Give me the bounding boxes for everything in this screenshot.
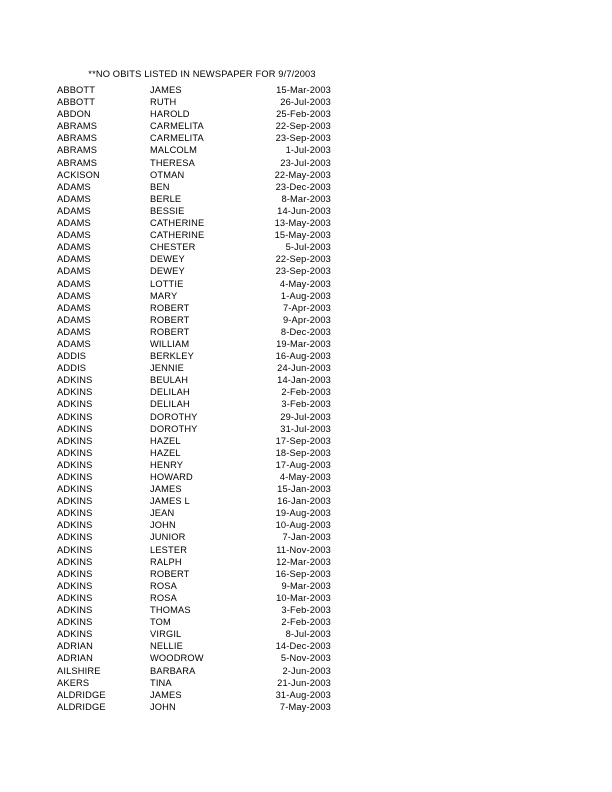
cell-first-name: THERESA — [150, 157, 195, 168]
cell-last-name: ADKINS — [57, 605, 93, 616]
cell-last-name: ADAMS — [57, 278, 91, 289]
table-row — [57, 350, 332, 362]
cell-first-name: CARMELITA — [150, 133, 204, 144]
table-row — [57, 544, 332, 556]
cell-date: 8-Mar-2003 — [281, 193, 331, 204]
cell-last-name: ADKINS — [57, 399, 93, 410]
cell-first-name: HOWARD — [150, 472, 193, 482]
cell-first-name: DEWEY — [150, 254, 185, 265]
table-row — [57, 120, 332, 132]
table-row — [57, 205, 332, 217]
table-row — [57, 398, 332, 410]
table-row — [57, 568, 332, 580]
cell-first-name: BEULAH — [150, 375, 189, 386]
cell-last-name: ADRIAN — [57, 653, 94, 664]
cell-date: 9-Apr-2003 — [282, 314, 331, 325]
page-title: **NO OBITS LISTED IN NEWSPAPER FOR 9/7/2003 — [88, 69, 316, 79]
cell-first-name: HAROLD — [150, 109, 190, 120]
cell-date: 16-Aug-2003 — [275, 351, 331, 362]
cell-last-name: ABDON — [57, 109, 91, 120]
table-row — [57, 471, 332, 483]
cell-last-name: ABBOTT — [57, 85, 96, 95]
table-row — [57, 108, 332, 120]
cell-date: 29-Jul-2003 — [280, 411, 331, 422]
cell-first-name: JUNIOR — [150, 532, 186, 543]
cell-date: 26-Jul-2003 — [280, 97, 331, 108]
cell-last-name: ADAMS — [57, 181, 91, 192]
cell-date: 14-Jun-2003 — [277, 205, 331, 216]
cell-first-name: JAMES — [150, 85, 182, 95]
cell-last-name: ADKINS — [57, 484, 93, 495]
table-row — [57, 241, 332, 253]
cell-first-name: WILLIAM — [150, 338, 190, 349]
cell-first-name: JEAN — [150, 508, 175, 519]
cell-date: 7-Jan-2003 — [282, 532, 331, 543]
cell-first-name: JAMES — [150, 689, 182, 700]
cell-last-name: ADAMS — [57, 266, 91, 277]
cell-date: 15-May-2003 — [274, 230, 331, 241]
cell-last-name: ADKINS — [57, 435, 93, 446]
cell-last-name: ADKINS — [57, 508, 93, 519]
cell-last-name: ADAMS — [57, 230, 91, 241]
cell-first-name: LESTER — [150, 544, 188, 555]
cell-date: 3-Feb-2003 — [281, 605, 331, 616]
cell-last-name: ADAMS — [57, 218, 91, 229]
table-row — [57, 386, 332, 398]
cell-date: 19-Aug-2003 — [275, 508, 331, 519]
cell-last-name: ADAMS — [57, 314, 91, 325]
table-row — [57, 229, 332, 241]
table-row — [57, 96, 332, 108]
cell-date: 23-Dec-2003 — [275, 181, 331, 192]
cell-last-name: ADAMS — [57, 338, 91, 349]
cell-date: 7-Apr-2003 — [282, 302, 331, 313]
table-row — [57, 640, 332, 652]
cell-first-name: BERLE — [150, 193, 182, 204]
cell-date: 4-May-2003 — [279, 472, 331, 482]
cell-last-name: ADKINS — [57, 447, 93, 458]
table-row — [57, 314, 332, 326]
cell-first-name: CARMELITA — [150, 121, 204, 132]
table-row — [57, 556, 332, 568]
table-row — [57, 326, 332, 338]
table-row — [57, 157, 332, 169]
cell-date: 8-Dec-2003 — [280, 326, 331, 337]
table-row — [57, 132, 332, 144]
cell-first-name: MALCOLM — [150, 145, 198, 156]
table-row — [57, 144, 332, 156]
cell-last-name: ACKISON — [57, 169, 100, 180]
cell-date: 31-Jul-2003 — [280, 423, 331, 434]
cell-last-name: ADAMS — [57, 205, 91, 216]
cell-first-name: BARBARA — [150, 665, 196, 676]
cell-first-name: MARY — [150, 290, 178, 301]
table-row — [57, 677, 332, 689]
table-row — [57, 84, 332, 96]
cell-date: 31-Aug-2003 — [275, 689, 331, 700]
table-row — [57, 580, 332, 592]
cell-date: 16-Jan-2003 — [277, 496, 331, 507]
cell-last-name: ADDIS — [57, 363, 87, 374]
cell-first-name: JAMES — [150, 484, 182, 495]
cell-last-name: ADKINS — [57, 629, 93, 640]
table-row — [57, 628, 332, 640]
cell-first-name: OTMAN — [150, 169, 185, 180]
table-row — [57, 531, 332, 543]
table-row — [57, 278, 332, 290]
cell-date: 5-Nov-2003 — [280, 653, 331, 664]
cell-date: 18-Sep-2003 — [275, 447, 331, 458]
table-row — [57, 519, 332, 531]
cell-last-name: ABRAMS — [57, 121, 98, 132]
cell-date: 4-May-2003 — [279, 278, 331, 289]
table-row — [57, 689, 332, 701]
cell-last-name: ADAMS — [57, 242, 91, 253]
table-row — [57, 411, 332, 423]
cell-first-name: JAMES L — [150, 496, 190, 507]
cell-first-name: CATHERINE — [150, 230, 205, 241]
cell-first-name: HAZEL — [150, 435, 181, 446]
table-row — [57, 665, 332, 677]
cell-date: 12-Mar-2003 — [276, 556, 331, 567]
cell-last-name: ADKINS — [57, 556, 93, 567]
cell-first-name: DELILAH — [150, 399, 190, 410]
cell-first-name: JOHN — [150, 520, 176, 531]
cell-date: 10-Aug-2003 — [275, 520, 331, 531]
cell-first-name: DELILAH — [150, 387, 190, 398]
cell-first-name: HAZEL — [150, 447, 181, 458]
table-row — [57, 701, 332, 713]
cell-first-name: ROSA — [150, 592, 177, 603]
cell-last-name: ABRAMS — [57, 157, 98, 168]
cell-first-name: ROBERT — [150, 568, 190, 579]
cell-date: 3-Feb-2003 — [281, 399, 331, 410]
cell-first-name: VIRGIL — [150, 629, 182, 640]
cell-last-name: ABBOTT — [57, 97, 96, 108]
cell-last-name: ADKINS — [57, 375, 93, 386]
table-row — [57, 507, 332, 519]
cell-first-name: JOHN — [150, 701, 176, 712]
table-row — [57, 253, 332, 265]
cell-date: 14-Dec-2003 — [275, 641, 331, 652]
cell-last-name: ADDIS — [57, 351, 87, 362]
table-row — [57, 435, 332, 447]
cell-last-name: ADKINS — [57, 592, 93, 603]
cell-first-name: ROBERT — [150, 314, 190, 325]
cell-last-name: ADKINS — [57, 532, 93, 543]
cell-date: 14-Jan-2003 — [277, 375, 331, 386]
cell-last-name: ADAMS — [57, 290, 91, 301]
cell-date: 9-Mar-2003 — [281, 580, 331, 591]
cell-date: 22-Sep-2003 — [275, 121, 331, 132]
cell-first-name: CATHERINE — [150, 218, 205, 229]
cell-first-name: JENNIE — [150, 363, 184, 374]
cell-last-name: ADRIAN — [57, 641, 94, 652]
cell-first-name: CHESTER — [150, 242, 196, 253]
cell-first-name: BERKLEY — [150, 351, 194, 362]
table-row — [57, 181, 332, 193]
cell-first-name: TOM — [150, 617, 171, 628]
cell-last-name: ADAMS — [57, 254, 91, 265]
cell-first-name: ROBERT — [150, 302, 190, 313]
table-row — [57, 169, 332, 181]
cell-date: 22-May-2003 — [274, 169, 331, 180]
cell-last-name: ADKINS — [57, 472, 93, 482]
cell-date: 22-Sep-2003 — [275, 254, 331, 265]
cell-last-name: ADKINS — [57, 580, 93, 591]
table-row — [57, 374, 332, 386]
table-row — [57, 217, 332, 229]
cell-first-name: ROBERT — [150, 326, 190, 337]
table-row — [57, 604, 332, 616]
cell-first-name: RALPH — [150, 556, 182, 567]
cell-last-name: ADKINS — [57, 544, 93, 555]
cell-first-name: HENRY — [150, 459, 184, 470]
cell-last-name: ADKINS — [57, 568, 93, 579]
cell-last-name: AKERS — [57, 677, 90, 688]
cell-last-name: ALDRIDGE — [57, 689, 106, 700]
table-row — [57, 616, 332, 628]
cell-last-name: ADKINS — [57, 520, 93, 531]
table-row — [57, 495, 332, 507]
cell-date: 15-Jan-2003 — [277, 484, 331, 495]
cell-date: 23-Sep-2003 — [275, 133, 331, 144]
cell-date: 24-Jun-2003 — [277, 363, 331, 374]
table-row — [57, 459, 332, 471]
cell-first-name: TINA — [150, 677, 172, 688]
cell-first-name: DEWEY — [150, 266, 185, 277]
cell-date: 25-Feb-2003 — [276, 109, 331, 120]
cell-first-name: DOROTHY — [150, 411, 198, 422]
cell-date: 16-Sep-2003 — [275, 568, 331, 579]
cell-last-name: ADKINS — [57, 459, 93, 470]
cell-last-name: ALDRIDGE — [57, 701, 106, 712]
cell-date: 2-Jun-2003 — [282, 665, 331, 676]
table-row — [57, 290, 332, 302]
cell-date: 15-Mar-2003 — [276, 85, 331, 95]
cell-date: 1-Jul-2003 — [285, 145, 331, 156]
cell-first-name: NELLIE — [150, 641, 183, 652]
cell-first-name: THOMAS — [150, 605, 191, 616]
cell-first-name: RUTH — [150, 97, 177, 108]
cell-last-name: ADKINS — [57, 423, 93, 434]
cell-date: 2-Feb-2003 — [281, 387, 331, 398]
cell-last-name: ADKINS — [57, 387, 93, 398]
cell-date: 10-Mar-2003 — [276, 592, 331, 603]
cell-date: 7-May-2003 — [279, 701, 331, 712]
cell-last-name: AILSHIRE — [57, 665, 101, 676]
table-row — [57, 592, 332, 604]
cell-date: 8-Jul-2003 — [285, 629, 331, 640]
cell-date: 5-Jul-2003 — [285, 242, 331, 253]
cell-date: 17-Aug-2003 — [275, 459, 331, 470]
cell-first-name: LOTTIE — [150, 278, 184, 289]
cell-first-name: DOROTHY — [150, 423, 198, 434]
table-row — [57, 362, 332, 374]
table-row — [57, 265, 332, 277]
cell-date: 23-Jul-2003 — [280, 157, 331, 168]
cell-last-name: ADKINS — [57, 411, 93, 422]
cell-date: 13-May-2003 — [274, 218, 331, 229]
cell-last-name: ABRAMS — [57, 133, 98, 144]
table-row — [57, 423, 332, 435]
cell-first-name: ROSA — [150, 580, 177, 591]
table-row — [57, 652, 332, 664]
cell-date: 23-Sep-2003 — [275, 266, 331, 277]
table-row — [57, 193, 332, 205]
cell-last-name: ADAMS — [57, 193, 91, 204]
cell-date: 2-Feb-2003 — [281, 617, 331, 628]
cell-last-name: ABRAMS — [57, 145, 98, 156]
table-row — [57, 302, 332, 314]
cell-first-name: WOODROW — [150, 653, 204, 664]
cell-first-name: BEN — [150, 181, 170, 192]
cell-date: 19-Mar-2003 — [276, 338, 331, 349]
cell-last-name: ADAMS — [57, 326, 91, 337]
cell-date: 11-Nov-2003 — [276, 544, 331, 555]
cell-last-name: ADKINS — [57, 496, 93, 507]
obituary-listing-table — [57, 84, 332, 713]
cell-first-name: BESSIE — [150, 205, 185, 216]
table-row — [57, 338, 332, 350]
table-row — [57, 483, 332, 495]
cell-date: 17-Sep-2003 — [275, 435, 331, 446]
table-row — [57, 447, 332, 459]
cell-last-name: ADKINS — [57, 617, 93, 628]
cell-last-name: ADAMS — [57, 302, 91, 313]
cell-date: 21-Jun-2003 — [277, 677, 331, 688]
cell-date: 1-Aug-2003 — [280, 290, 331, 301]
